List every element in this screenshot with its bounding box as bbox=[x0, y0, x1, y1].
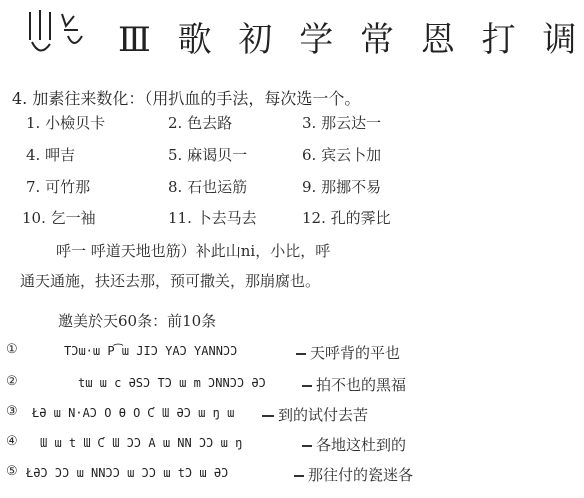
list-item: 4. 呷吉 bbox=[26, 146, 76, 164]
list-item: 8. 石也运筋 bbox=[168, 178, 248, 196]
divider bbox=[296, 353, 306, 355]
verse-number: ② bbox=[6, 374, 18, 389]
verse-row bbox=[6, 464, 431, 490]
divider bbox=[262, 415, 274, 417]
verse-gloss: 到的试付去苦 bbox=[278, 406, 369, 424]
paragraph-line: 呼一 呼道天地也筋）补此山ni，小比，呼 bbox=[56, 242, 331, 260]
verse-gloss: 天呼背的平也 bbox=[310, 344, 401, 362]
verse-row bbox=[6, 342, 431, 368]
verse-transcription: Ɯ ɯ t Ɯ Ƈ Ɯ ƆƆ A ɯ NN ƆƆ ɯ ŋ bbox=[40, 436, 243, 450]
title-row bbox=[22, 6, 584, 64]
list-item: 10. 乞一袖 bbox=[22, 209, 96, 227]
paragraph-line: 通天通施，扶还去那，预可撒关，那崩腐也。 bbox=[20, 272, 321, 290]
verse-transcription: TƆɯ·ɯ P͡ɯ JIƆ YAƆ YANNƆƆ bbox=[64, 344, 238, 358]
divider bbox=[302, 385, 312, 387]
list-item: 1. 小檢贝卡 bbox=[26, 114, 106, 132]
verse-transcription: ŁƏƆ ƆƆ ɯ NNƆƆ ɯ ƆƆ ɯ tƆ ɯ ƏƆ bbox=[26, 466, 229, 480]
list-item: 7. 可竹那 bbox=[26, 178, 91, 196]
subtitle: 邀美於天60条：前10条 bbox=[58, 312, 217, 330]
page-title: Ⅲ 歌 初 学 常 恩 打 调 bbox=[118, 20, 584, 60]
verse-gloss: 各地这杜到的 bbox=[316, 436, 407, 454]
list-item: 12. 孔的霁比 bbox=[302, 209, 391, 227]
title-logo-icon bbox=[22, 6, 96, 62]
list-item: 2. 色去路 bbox=[168, 114, 233, 132]
verse-gloss: 拍不也的黑福 bbox=[316, 376, 407, 394]
list-item: 5. 麻谒贝一 bbox=[168, 146, 248, 164]
verse-row bbox=[6, 404, 431, 430]
section-heading: 4. 加素往来数化：（用扒血的手法，每次选一个。 bbox=[12, 89, 361, 108]
verse-number: ④ bbox=[6, 434, 18, 449]
list-item: 3. 那云达一 bbox=[302, 114, 382, 132]
list-item: 6. 宾云卜加 bbox=[302, 146, 382, 164]
verse-number: ① bbox=[6, 342, 18, 357]
verse-transcription: ŁƏ ɯ N·AƆ O Ɵ O Ƈ Ɯ ƏƆ ɯ ŋ ɯ bbox=[32, 406, 235, 420]
divider bbox=[302, 445, 312, 447]
list-item: 11. 卜去马去 bbox=[168, 209, 257, 227]
verse-transcription: tɯ ɯ c ƏSƆ TƆ ɯ m ƆNNƆƆ ƏƆ bbox=[78, 376, 266, 390]
verse-row bbox=[6, 434, 431, 460]
list-item: 9. 那挪不易 bbox=[302, 178, 382, 196]
verse-number: ⑤ bbox=[6, 464, 18, 479]
verse-number: ③ bbox=[6, 404, 18, 419]
divider bbox=[294, 475, 304, 477]
verse-gloss: 那往付的瓷迷各 bbox=[308, 466, 414, 484]
verse-row bbox=[6, 374, 431, 400]
